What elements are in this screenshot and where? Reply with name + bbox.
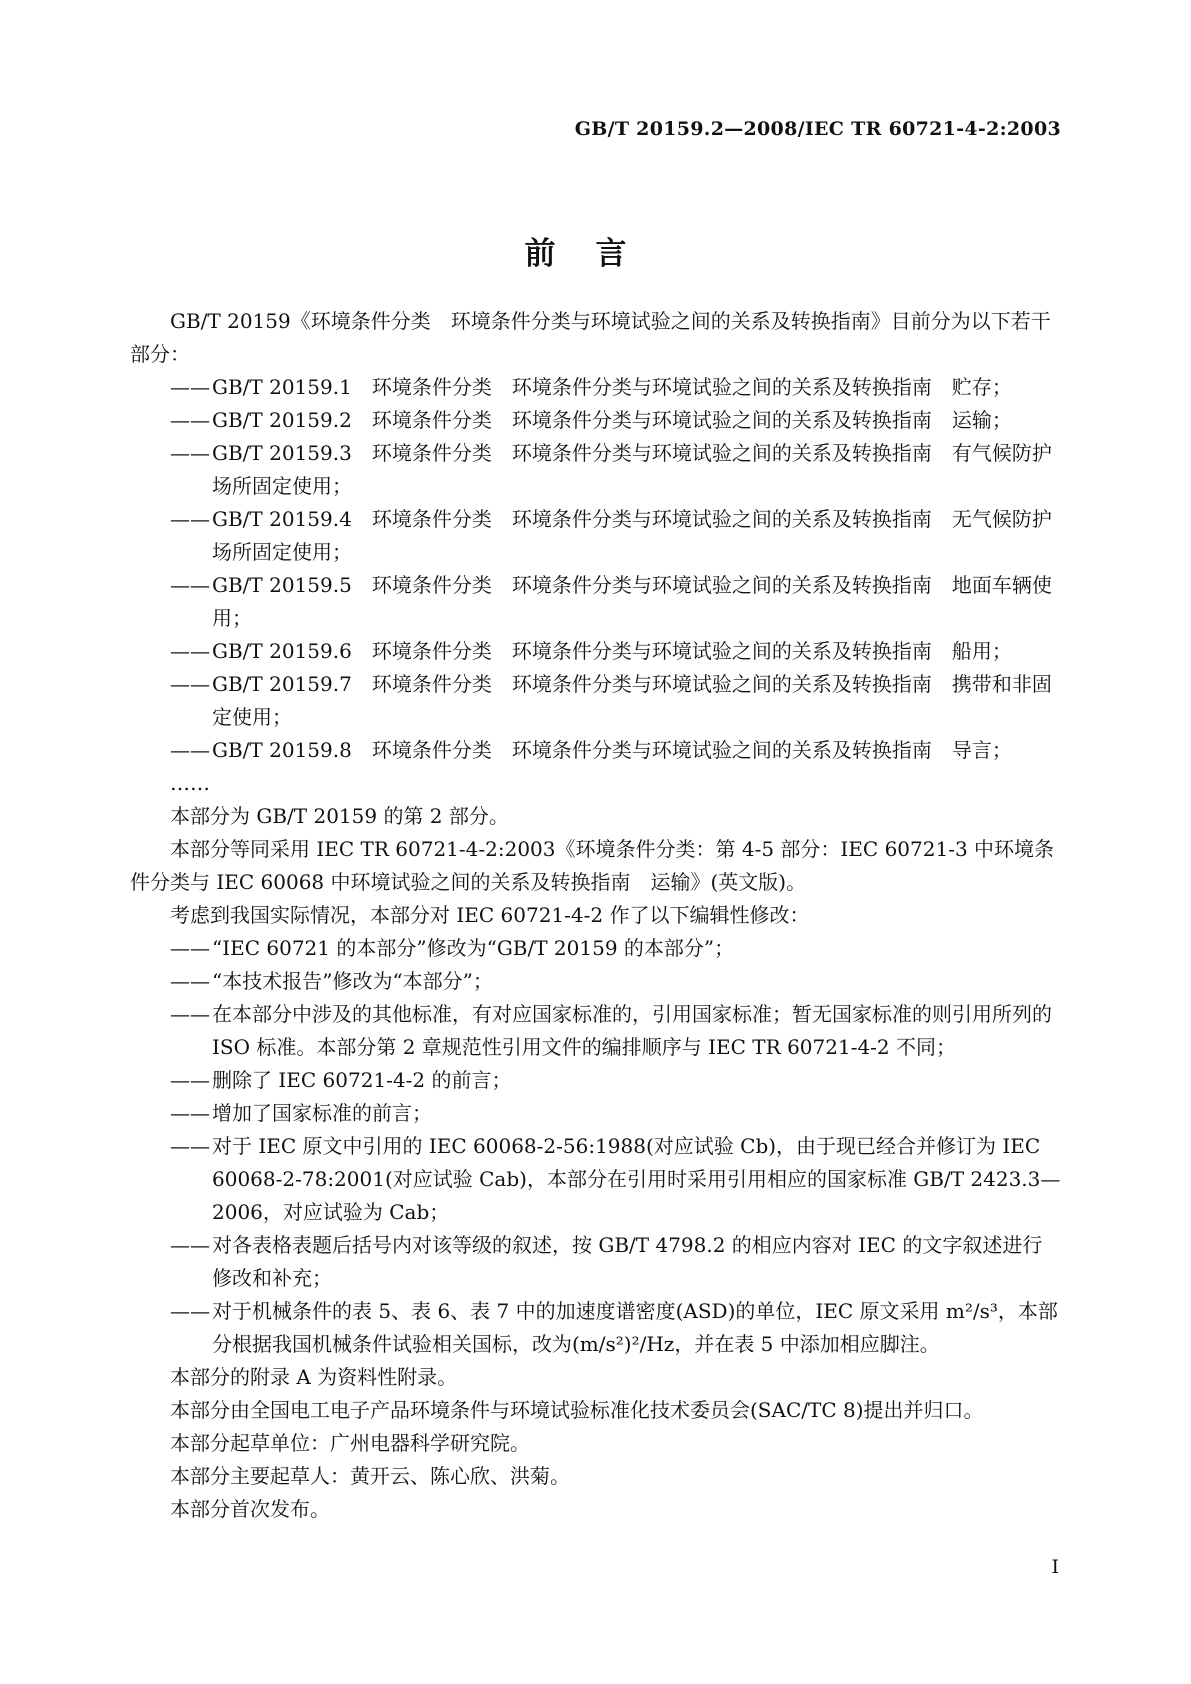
modification-list-item: —— 对于机械条件的表 5、表 6、表 7 中的加速度谱密度(ASD)的单位，IEC 原文采用 m²/s³，本部分根据我国机械条件试验相关国标，改为(m/s²)²/Hz，并在表 5 中添加相应脚注。 bbox=[170, 1299, 1058, 1356]
part-list-item: —— GB/T 20159.1 环境条件分类 环境条件分类与环境试验之间的关系及转换指南 贮存； bbox=[170, 375, 1012, 399]
modification-list-item: —— 删除了 IEC 60721-4-2 的前言； bbox=[170, 1068, 512, 1092]
part-list-item: —— GB/T 20159.5 环境条件分类 环境条件分类与环境试验之间的关系及转换指南 地面车辆使用； bbox=[170, 573, 1052, 630]
modification-list-item: —— “IEC 60721 的本部分”修改为“GB/T 20159 的本部分”； bbox=[170, 936, 735, 960]
page-title: 前言 bbox=[524, 236, 667, 272]
part-list-item: —— GB/T 20159.6 环境条件分类 环境条件分类与环境试验之间的关系及转换指南 船用； bbox=[170, 639, 1012, 663]
part-list-item: —— GB/T 20159.4 环境条件分类 环境条件分类与环境试验之间的关系及转换指南 无气候防护场所固定使用； bbox=[170, 507, 1052, 564]
part-list-item: —— GB/T 20159.8 环境条件分类 环境条件分类与环境试验之间的关系及转换指南 导言； bbox=[170, 738, 1012, 762]
part-list-item: —— GB/T 20159.3 环境条件分类 环境条件分类与环境试验之间的关系及转换指南 有气候防护场所固定使用； bbox=[170, 441, 1052, 498]
intro-paragraph: GB/T 20159《环境条件分类 环境条件分类与环境试验之间的关系及转换指南》目前分为以下若干部分： bbox=[130, 309, 1051, 366]
document-code-header: GB/T 20159.2—2008/IEC TR 60721-4-2:2003 bbox=[574, 118, 1061, 140]
drafting-unit-paragraph: 本部分起草单位：广州电器科学研究院。 bbox=[170, 1431, 530, 1455]
page-number: I bbox=[1051, 1556, 1059, 1578]
part-statement-paragraph: 本部分为 GB/T 20159 的第 2 部分。 bbox=[170, 804, 509, 828]
part-list-item: —— GB/T 20159.7 环境条件分类 环境条件分类与环境试验之间的关系及转换指南 携带和非固定使用； bbox=[170, 672, 1052, 729]
first-release-paragraph: 本部分首次发布。 bbox=[170, 1497, 330, 1521]
proposer-paragraph: 本部分由全国电工电子产品环境条件与环境试验标准化技术委员会(SAC/TC 8)提出并归口。 bbox=[170, 1398, 984, 1422]
modifications-intro-paragraph: 考虑到我国实际情况，本部分对 IEC 60721-4-2 作了以下编辑性修改： bbox=[170, 903, 810, 927]
modification-list-item: —— 对于 IEC 原文中引用的 IEC 60068-2-56:1988(对应试验 Cb)，由于现已经合并修订为 IEC 60068-2-78:2001(对应试验 Cab)，本部分在引用时采用引用相应的国家标准 GB/T 2423.3—2006，对应试验为 Cab； bbox=[170, 1134, 1061, 1224]
modification-list-item: —— 对各表格表题后括号内对该等级的叙述，按 GB/T 4798.2 的相应内容对 IEC 的文字叙述进行修改和补充； bbox=[170, 1233, 1043, 1290]
drafters-paragraph: 本部分主要起草人：黄开云、陈心欣、洪菊。 bbox=[170, 1464, 570, 1488]
modification-list-item: —— 在本部分中涉及的其他标准，有对应国家标准的，引用国家标准；暂无国家标准的则引用所列的 ISO 标准。本部分第 2 章规范性引用文件的编排顺序与 IEC TR 60721-4-2 不同； bbox=[170, 1002, 1052, 1059]
modification-list-item: —— 增加了国家标准的前言； bbox=[170, 1101, 432, 1125]
annex-paragraph: 本部分的附录 A 为资料性附录。 bbox=[170, 1365, 458, 1389]
part-list-item: —— GB/T 20159.2 环境条件分类 环境条件分类与环境试验之间的关系及转换指南 运输； bbox=[170, 408, 1012, 432]
foreword-body bbox=[130, 305, 1061, 1526]
adoption-paragraph: 本部分等同采用 IEC TR 60721-4-2:2003《环境条件分类：第 4-5 部分：IEC 60721-3 中环境条件分类与 IEC 60068 中环境试验之间的关系及转换指南 运输》(英文版)。 bbox=[130, 837, 1055, 894]
list-ellipsis: …… bbox=[170, 771, 210, 795]
modification-list-item: —— “本技术报告”修改为“本部分”； bbox=[170, 969, 493, 993]
